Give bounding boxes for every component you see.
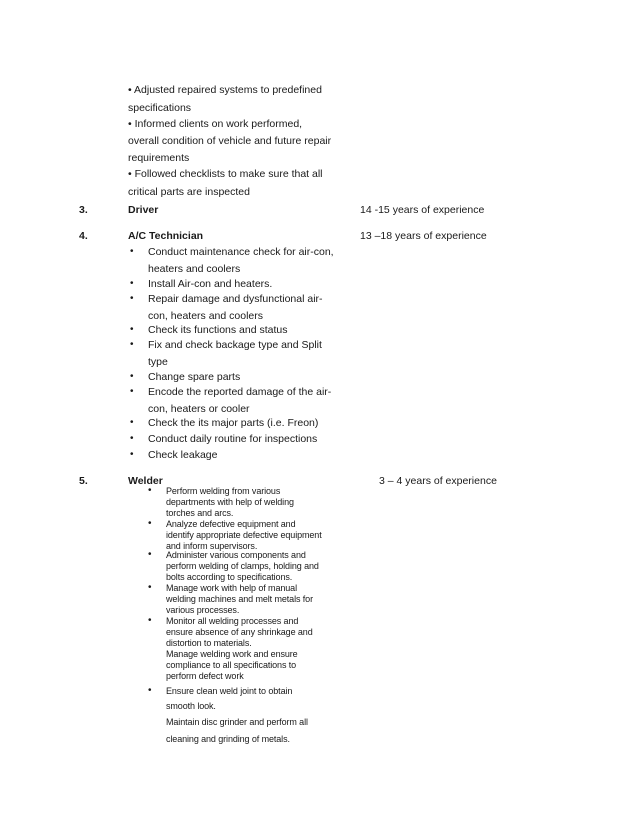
bullet-followed [128, 168, 323, 199]
text-line: specifications [128, 102, 192, 114]
job-title: Welder [128, 475, 163, 487]
job-experience: 13 –18 years of experience [360, 230, 487, 242]
text-line: overall condition of vehicle and future repair [128, 135, 332, 147]
text-line: heaters and coolers [148, 263, 241, 275]
text-line: Check the its major parts (i.e. Freon) [148, 417, 319, 429]
list-item [166, 583, 313, 616]
text-line: requirements [128, 152, 190, 164]
text-line: distortion to materials. [166, 638, 252, 648]
bullet-icon: • [130, 417, 134, 428]
text-line: compliance to all specifications to [166, 660, 297, 670]
list-item [166, 486, 294, 519]
text-line: Change spare parts [148, 371, 241, 383]
text-line: Check leakage [148, 449, 218, 461]
job-experience: 14 -15 years of experience [360, 204, 485, 216]
text-line: Manage work with help of manual [166, 583, 297, 593]
bullet-icon: • [130, 449, 134, 460]
text-line: con, heaters or cooler [148, 403, 250, 415]
text-line: Repair damage and dysfunctional air- [148, 293, 323, 305]
job-title: A/C Technician [128, 230, 204, 242]
bullet-icon: • [130, 278, 134, 289]
text-line: Perform welding from various [166, 486, 281, 496]
list-item [148, 339, 322, 369]
bullet-icon: • [148, 685, 152, 696]
list-item [148, 324, 288, 337]
bullet-icon: • [130, 433, 134, 444]
list-item [148, 246, 334, 276]
text-line: Check its functions and status [148, 324, 288, 336]
text-line: • Informed clients on work performed, [128, 118, 303, 130]
text-line: con, heaters and coolers [148, 310, 263, 322]
job-number: 4. [79, 230, 88, 242]
text-line: and inform supervisors. [166, 541, 258, 551]
bullet-icon: • [130, 324, 134, 335]
text-line: various processes. [166, 605, 240, 615]
text-line: Conduct daily routine for inspections [148, 433, 318, 445]
list-item [148, 278, 272, 291]
text-line: smooth look. [166, 701, 216, 711]
text-line: Analyze defective equipment and [166, 519, 296, 529]
text-line: perform welding of clamps, holding and [166, 561, 319, 571]
text-line: Encode the reported damage of the air- [148, 386, 332, 398]
text-line: Maintain disc grinder and perform all [166, 717, 308, 727]
list-item [148, 371, 240, 384]
bullet-icon: • [148, 485, 152, 496]
text-line: Manage welding work and ensure [166, 649, 298, 659]
bullet-icon: • [130, 371, 134, 382]
job-experience: 3 – 4 years of experience [379, 475, 497, 487]
list-item [148, 433, 317, 446]
text-line: • Adjusted repaired systems to predefined [128, 84, 322, 96]
list-item [166, 616, 313, 682]
bullet-icon: • [130, 386, 134, 397]
text-line: departments with help of welding [166, 497, 294, 507]
text-line: cleaning and grinding of metals. [166, 734, 290, 744]
text-line: Ensure clean weld joint to obtain [166, 686, 293, 696]
bullet-icon: • [148, 518, 152, 529]
list-item [166, 686, 308, 745]
job-title: Driver [128, 204, 159, 216]
bullet-icon: • [130, 293, 134, 304]
text-line: perform defect work [166, 671, 244, 681]
text-line: torches and arcs. [166, 508, 234, 518]
text-line: ensure absence of any shrinkage and [166, 627, 313, 637]
list-item [166, 550, 319, 583]
text-line: Conduct maintenance check for air-con, [148, 246, 334, 258]
text-line: Install Air-con and heaters. [148, 278, 273, 290]
list-item [148, 449, 217, 462]
job-number: 5. [79, 475, 88, 487]
bullet-icon: • [130, 339, 134, 350]
text-line: Fix and check backage type and Split [148, 339, 322, 351]
text-line: Monitor all welding processes and [166, 616, 299, 626]
text-line: identify appropriate defective equipment [166, 530, 322, 540]
list-item [148, 417, 318, 430]
list-item [148, 386, 331, 416]
bullet-icon: • [148, 549, 152, 560]
bullet-icon: • [130, 246, 134, 257]
job-number: 3. [79, 204, 88, 216]
bullet-icon: • [148, 615, 152, 626]
text-line: type [148, 356, 168, 368]
text-line: Administer various components and [166, 550, 306, 560]
bullet-adjusted [128, 84, 322, 115]
bullet-informed [128, 118, 331, 165]
text-line: critical parts are inspected [128, 186, 250, 198]
text-line: bolts according to specifications. [166, 572, 293, 582]
bullet-icon: • [148, 582, 152, 593]
text-line: • Followed checklists to make sure that all [128, 168, 323, 180]
text-line: welding machines and melt metals for [166, 594, 313, 604]
list-item [148, 293, 323, 323]
list-item [166, 519, 322, 552]
